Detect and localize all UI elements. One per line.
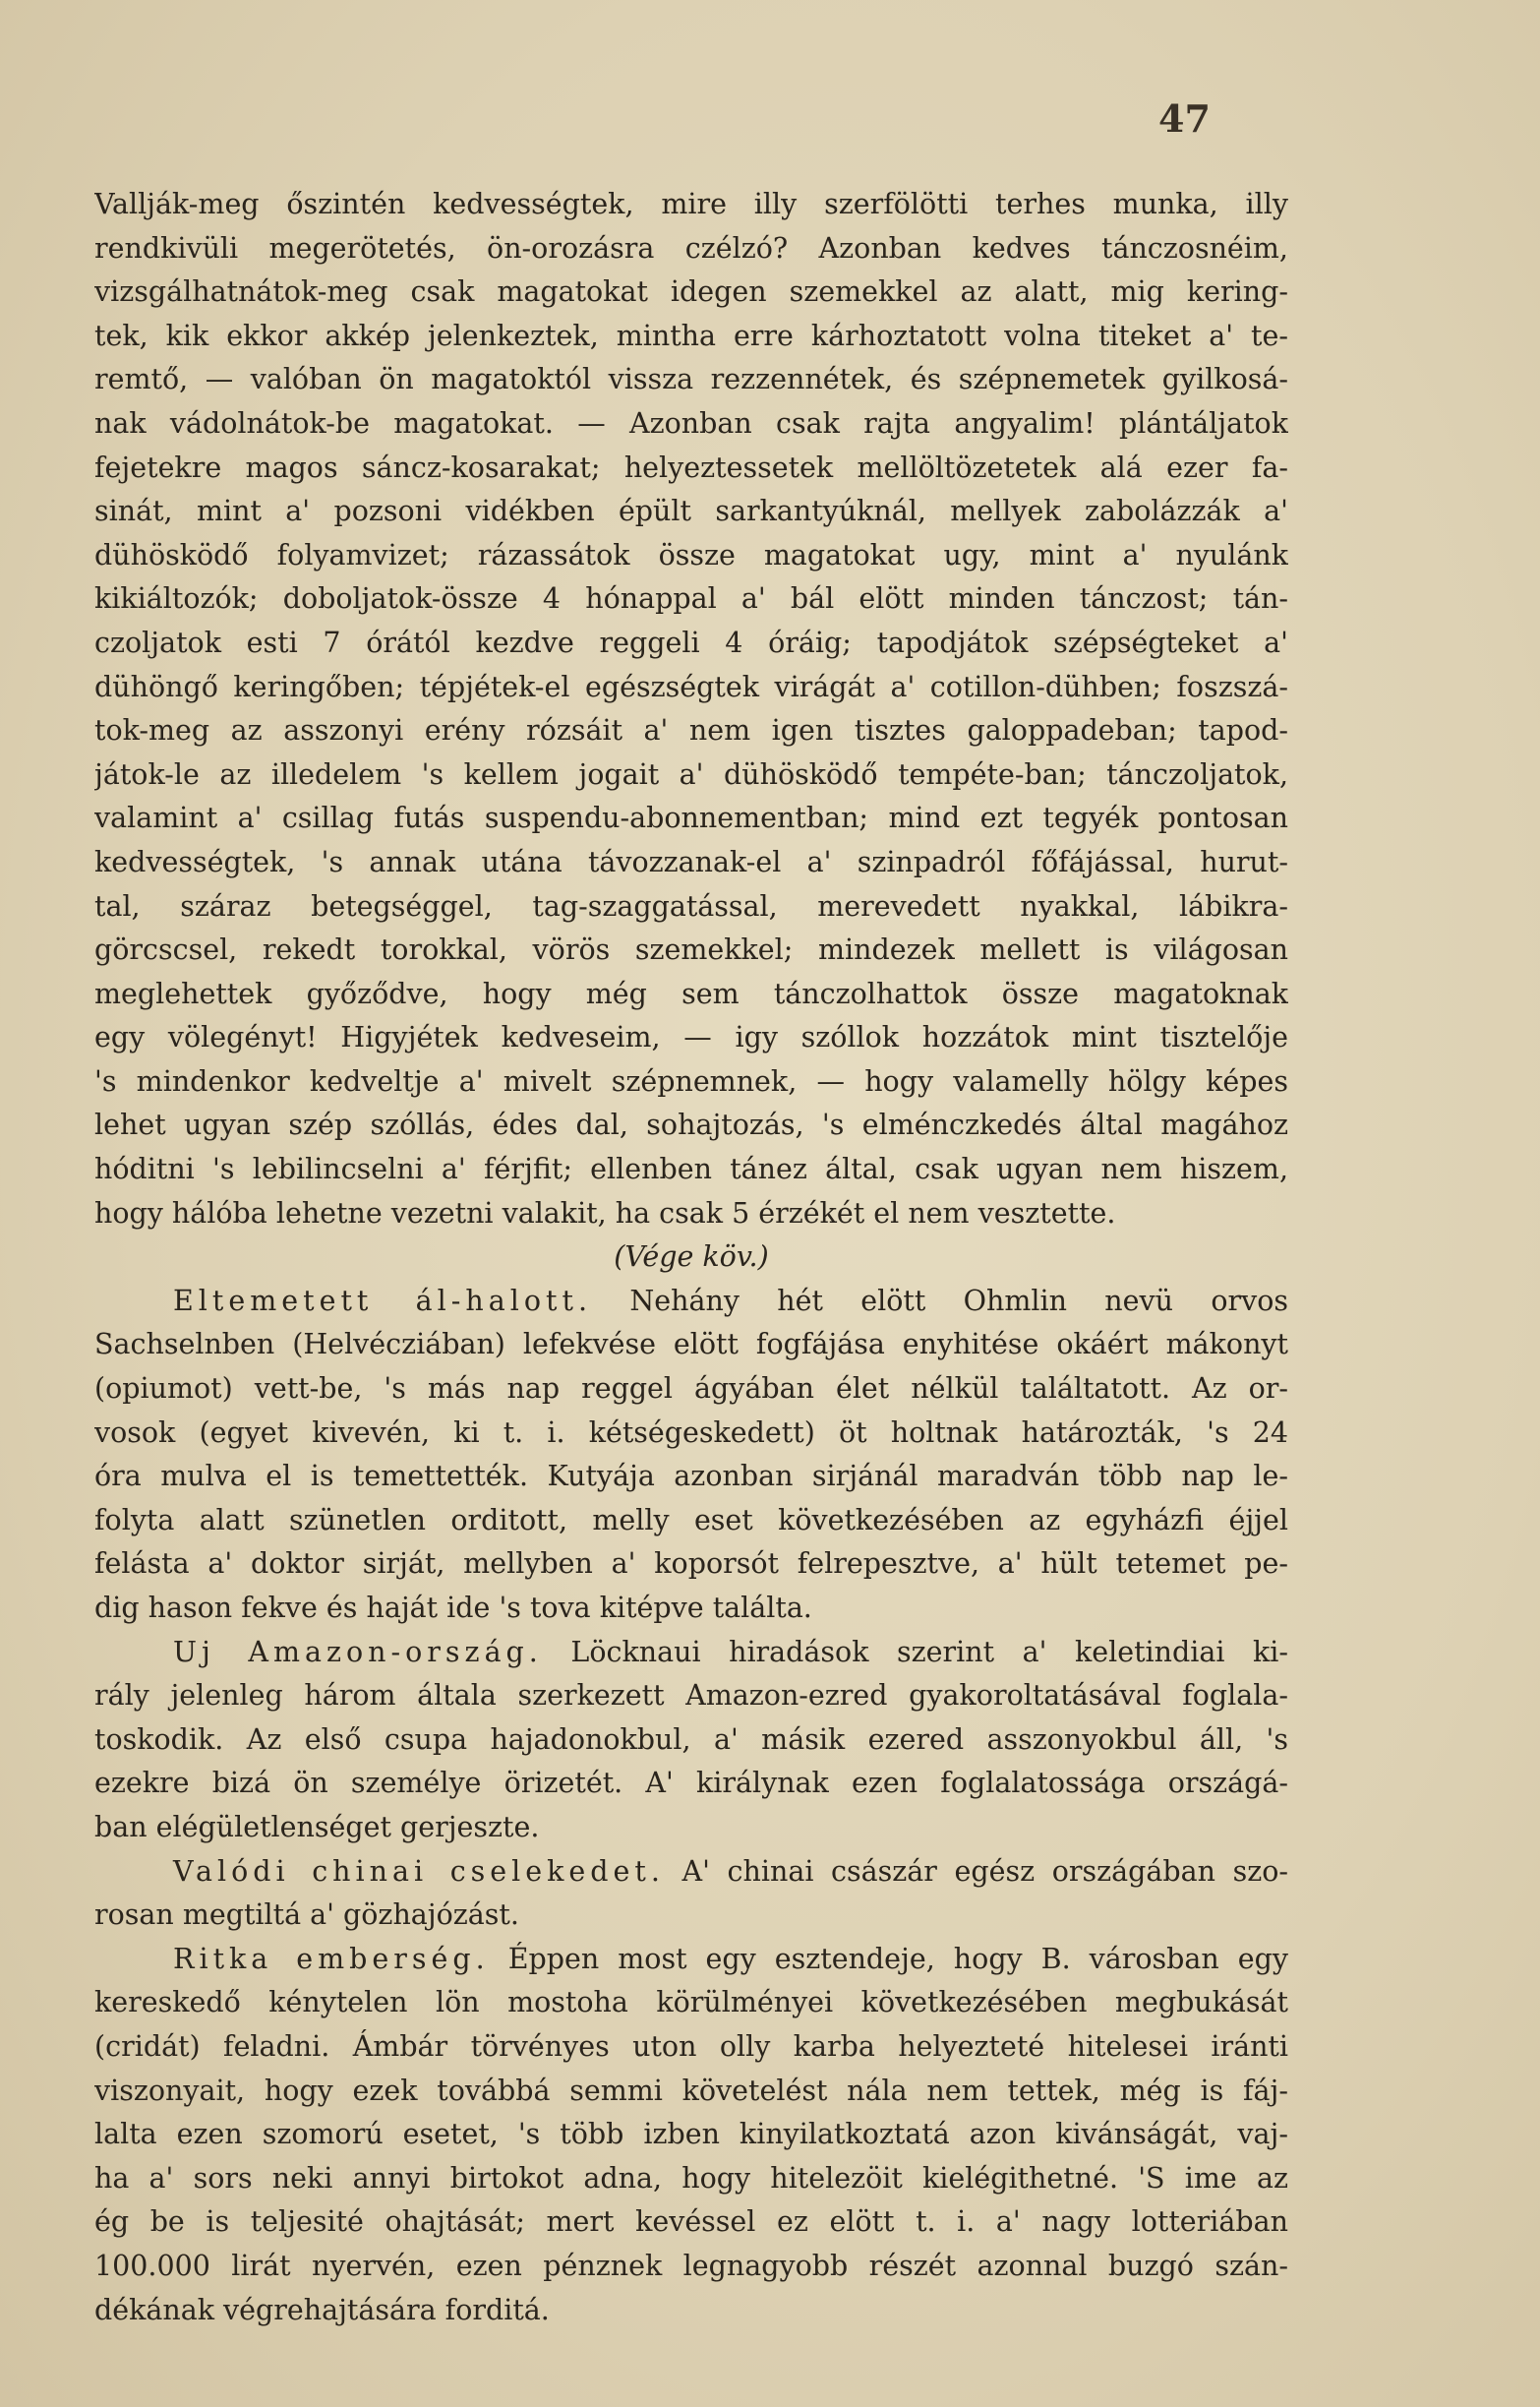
text-line: lehet ugyan szép szóllás, édes dal, sohajtozás, 's elménczkedés által magához — [94, 1109, 1288, 1142]
text-line: egy völegényt! Higyjétek kedveseim, — igy szóllok hozzátok mint tisztelője — [94, 1021, 1288, 1054]
text-line-with-heading — [94, 1850, 1288, 1895]
text-line: felásta a' doktor sirját, mellyben a' koporsót felrepesztve, a' hült tetemet pe- — [94, 1547, 1288, 1581]
text-line: görcscsel, rekedt torokkal, vörös szemekkel; mindezek mellett is világosan — [94, 933, 1288, 967]
text-line: valamint a' csillag futás suspendu-abonnementban; mind ezt tegyék pontosan — [94, 802, 1288, 835]
text-line: lalta ezen szomorú esetet, 's több izben kinyilatkoztatá azon kivánságát, vaj- — [94, 2118, 1288, 2151]
text-line: rendkivüli megerötetés, ön-orozásra czélzó? Azonban kedves tánczosnéim, — [94, 231, 1288, 265]
text-line: ha a' sors neki annyi birtokot adna, hogy hitelezöit kielégithetné. 'S ime az — [94, 2161, 1288, 2195]
text-line: Sachselnben (Helvécziában) lefekvése elött fogfájása enyhitése okáért mákonyt — [94, 1328, 1288, 1361]
text-line: sinát, mint a' pozsoni vidékben épült sarkantyúknál, mellyek zabolázzák a' — [94, 495, 1288, 528]
text-line: kedvességtek, 's annak utána távozzanak-el a' szinpadról főfájással, hurut- — [94, 845, 1288, 878]
text-line: játok-le az illedelem 's kellem jogait a' dühösködő tempéte-ban; tánczoljatok, — [94, 757, 1288, 791]
section-heading: Valódi chinai cselekedet. — [173, 1854, 665, 1888]
text-line: czoljatok esti 7 órától kezdve reggeli 4 óráig; tapodjátok szépségteket a' — [94, 626, 1288, 659]
text-line: ég be is teljesité ohajtását; mert kevéssel ez elött t. i. a' nagy lotteriában — [94, 2205, 1288, 2239]
text-line: tok-meg az asszonyi erény rózsáit a' nem igen tisztes galoppadeban; tapod- — [94, 714, 1288, 748]
text-run: Nehány hét elött Ohmlin nevü orvos — [629, 1284, 1288, 1317]
text-line: ban elégületlenséget gerjeszte. — [94, 1810, 540, 1843]
text-line-with-heading — [94, 1280, 1288, 1324]
text-line: toskodik. Az első csupa hajadonokbul, a' másik ezered asszonyokbul áll, 's — [94, 1722, 1288, 1756]
text-line: nak vádolnátok-be magatokat. — Azonban csak rajta angyalim! plántáljatok — [94, 406, 1288, 440]
text-line: óra mulva el is temettették. Kutyája azonban sirjánál maradván több nap le- — [94, 1460, 1288, 1493]
text-line: vosok (egyet kivevén, ki t. i. kétségeskedett) öt holtnak határozták, 's 24 — [94, 1415, 1288, 1449]
text-line: vizsgálhatnátok-meg csak magatokat idegen szemekkel az alatt, mig kering- — [94, 275, 1288, 309]
text-line: kereskedő kénytelen lön mostoha körülményei következésében megbukását — [94, 1986, 1288, 2019]
text-line: (opiumot) vett-be, 's más nap reggel ágyában élet nélkül találtatott. Az or- — [94, 1372, 1288, 1406]
text-body — [94, 183, 1288, 2332]
text-line: remtő, — valóban ön magatoktól vissza rezzennétek, és szépnemetek gyilkosá- — [94, 363, 1288, 396]
text-line: meglehettek győződve, hogy még sem tánczolhattok össze magatoknak — [94, 977, 1288, 1010]
text-line: 's mindenkor kedveltje a' mivelt szépnemnek, — hogy valamelly hölgy képes — [94, 1064, 1288, 1098]
text-run: Éppen most egy esztendeje, hogy B. városban egy — [507, 1942, 1288, 1975]
page-number: 47 — [1158, 96, 1211, 141]
text-line: 100.000 lirát nyervén, ezen pénznek legnagyobb részét azonnal buzgó szán- — [94, 2249, 1288, 2282]
text-line: dékának végrehajtására forditá. — [94, 2293, 550, 2326]
text-line: Vallják-meg őszintén kedvességtek, mire illy szerfölötti terhes munka, illy — [94, 188, 1288, 220]
text-run: Löcknaui hiradások szerint a' keletindiai ki- — [570, 1635, 1288, 1668]
text-line: rosan megtiltá a' gözhajózást. — [94, 1898, 519, 1932]
text-line: rály jelenleg három általa szerkezett Amazon-ezred gyakoroltatásával foglala- — [94, 1679, 1288, 1713]
section-heading: Uj Amazon-ország. — [173, 1635, 543, 1668]
text-line: kikiáltozók; doboljatok-össze 4 hónappal a' bál elött minden tánczost; tán- — [94, 582, 1288, 616]
paragraph-ball-essay — [94, 183, 1288, 1280]
paragraph-rare-humanity — [94, 1938, 1288, 2332]
text-line: viszonyait, hogy ezek továbbá semmi követelést nála nem tettek, még is fáj- — [94, 2074, 1288, 2107]
text-line: dühöngő keringőben; tépjétek-el egészségtek virágát a' cotillon-dühben; foszszá- — [94, 670, 1288, 703]
text-line: fejetekre magos sáncz-kosarakat; helyeztessetek mellöltözetetek alá ezer fa- — [94, 451, 1288, 484]
text-line: tal, száraz betegséggel, tag-szaggatással, merevedett nyakkal, lábikra- — [94, 889, 1288, 923]
text-line: (cridát) feladni. Ámbár törvényes uton olly karba helyezteté hitelesei iránti — [94, 2029, 1288, 2063]
text-line: hóditni 's lebilincselni a' férjfit; ellenben tánez által, csak ugyan nem hiszem, — [94, 1153, 1288, 1186]
text-line: dühösködő folyamvizet; rázassátok össze magatokat ugy, mint a' nyulánk — [94, 538, 1288, 572]
text-line: dig hason fekve és haját ide 's tova kitépve találta. — [94, 1592, 812, 1624]
continuation-note: (Vége köv.) — [614, 1240, 769, 1274]
paragraph-buried-alive — [94, 1280, 1288, 1631]
text-line-with-heading — [94, 1938, 1288, 1982]
text-line: hogy hálóba lehetne vezetni valakit, ha csak 5 érzékét el nem vesztette. — [94, 1196, 1116, 1230]
text-run: A' chinai császár egész országában szo- — [681, 1854, 1288, 1888]
text-line: tek, kik ekkor akkép jelenkeztek, mintha erre kárhoztatott volna titeket a' te- — [94, 319, 1288, 352]
text-line: folyta alatt szünetlen orditott, melly eset következésében az egyházfi éjjel — [94, 1503, 1288, 1536]
section-heading: Eltemetett ál-halott. — [173, 1284, 593, 1317]
paragraph-chinese-deed — [94, 1850, 1288, 1938]
section-heading: Ritka emberség. — [173, 1942, 490, 1975]
text-line-with-heading — [94, 1631, 1288, 1675]
paragraph-amazon-country — [94, 1631, 1288, 1850]
text-line: ezekre bizá ön személye örizetét. A' királynak ezen foglalatossága országá- — [94, 1767, 1288, 1800]
